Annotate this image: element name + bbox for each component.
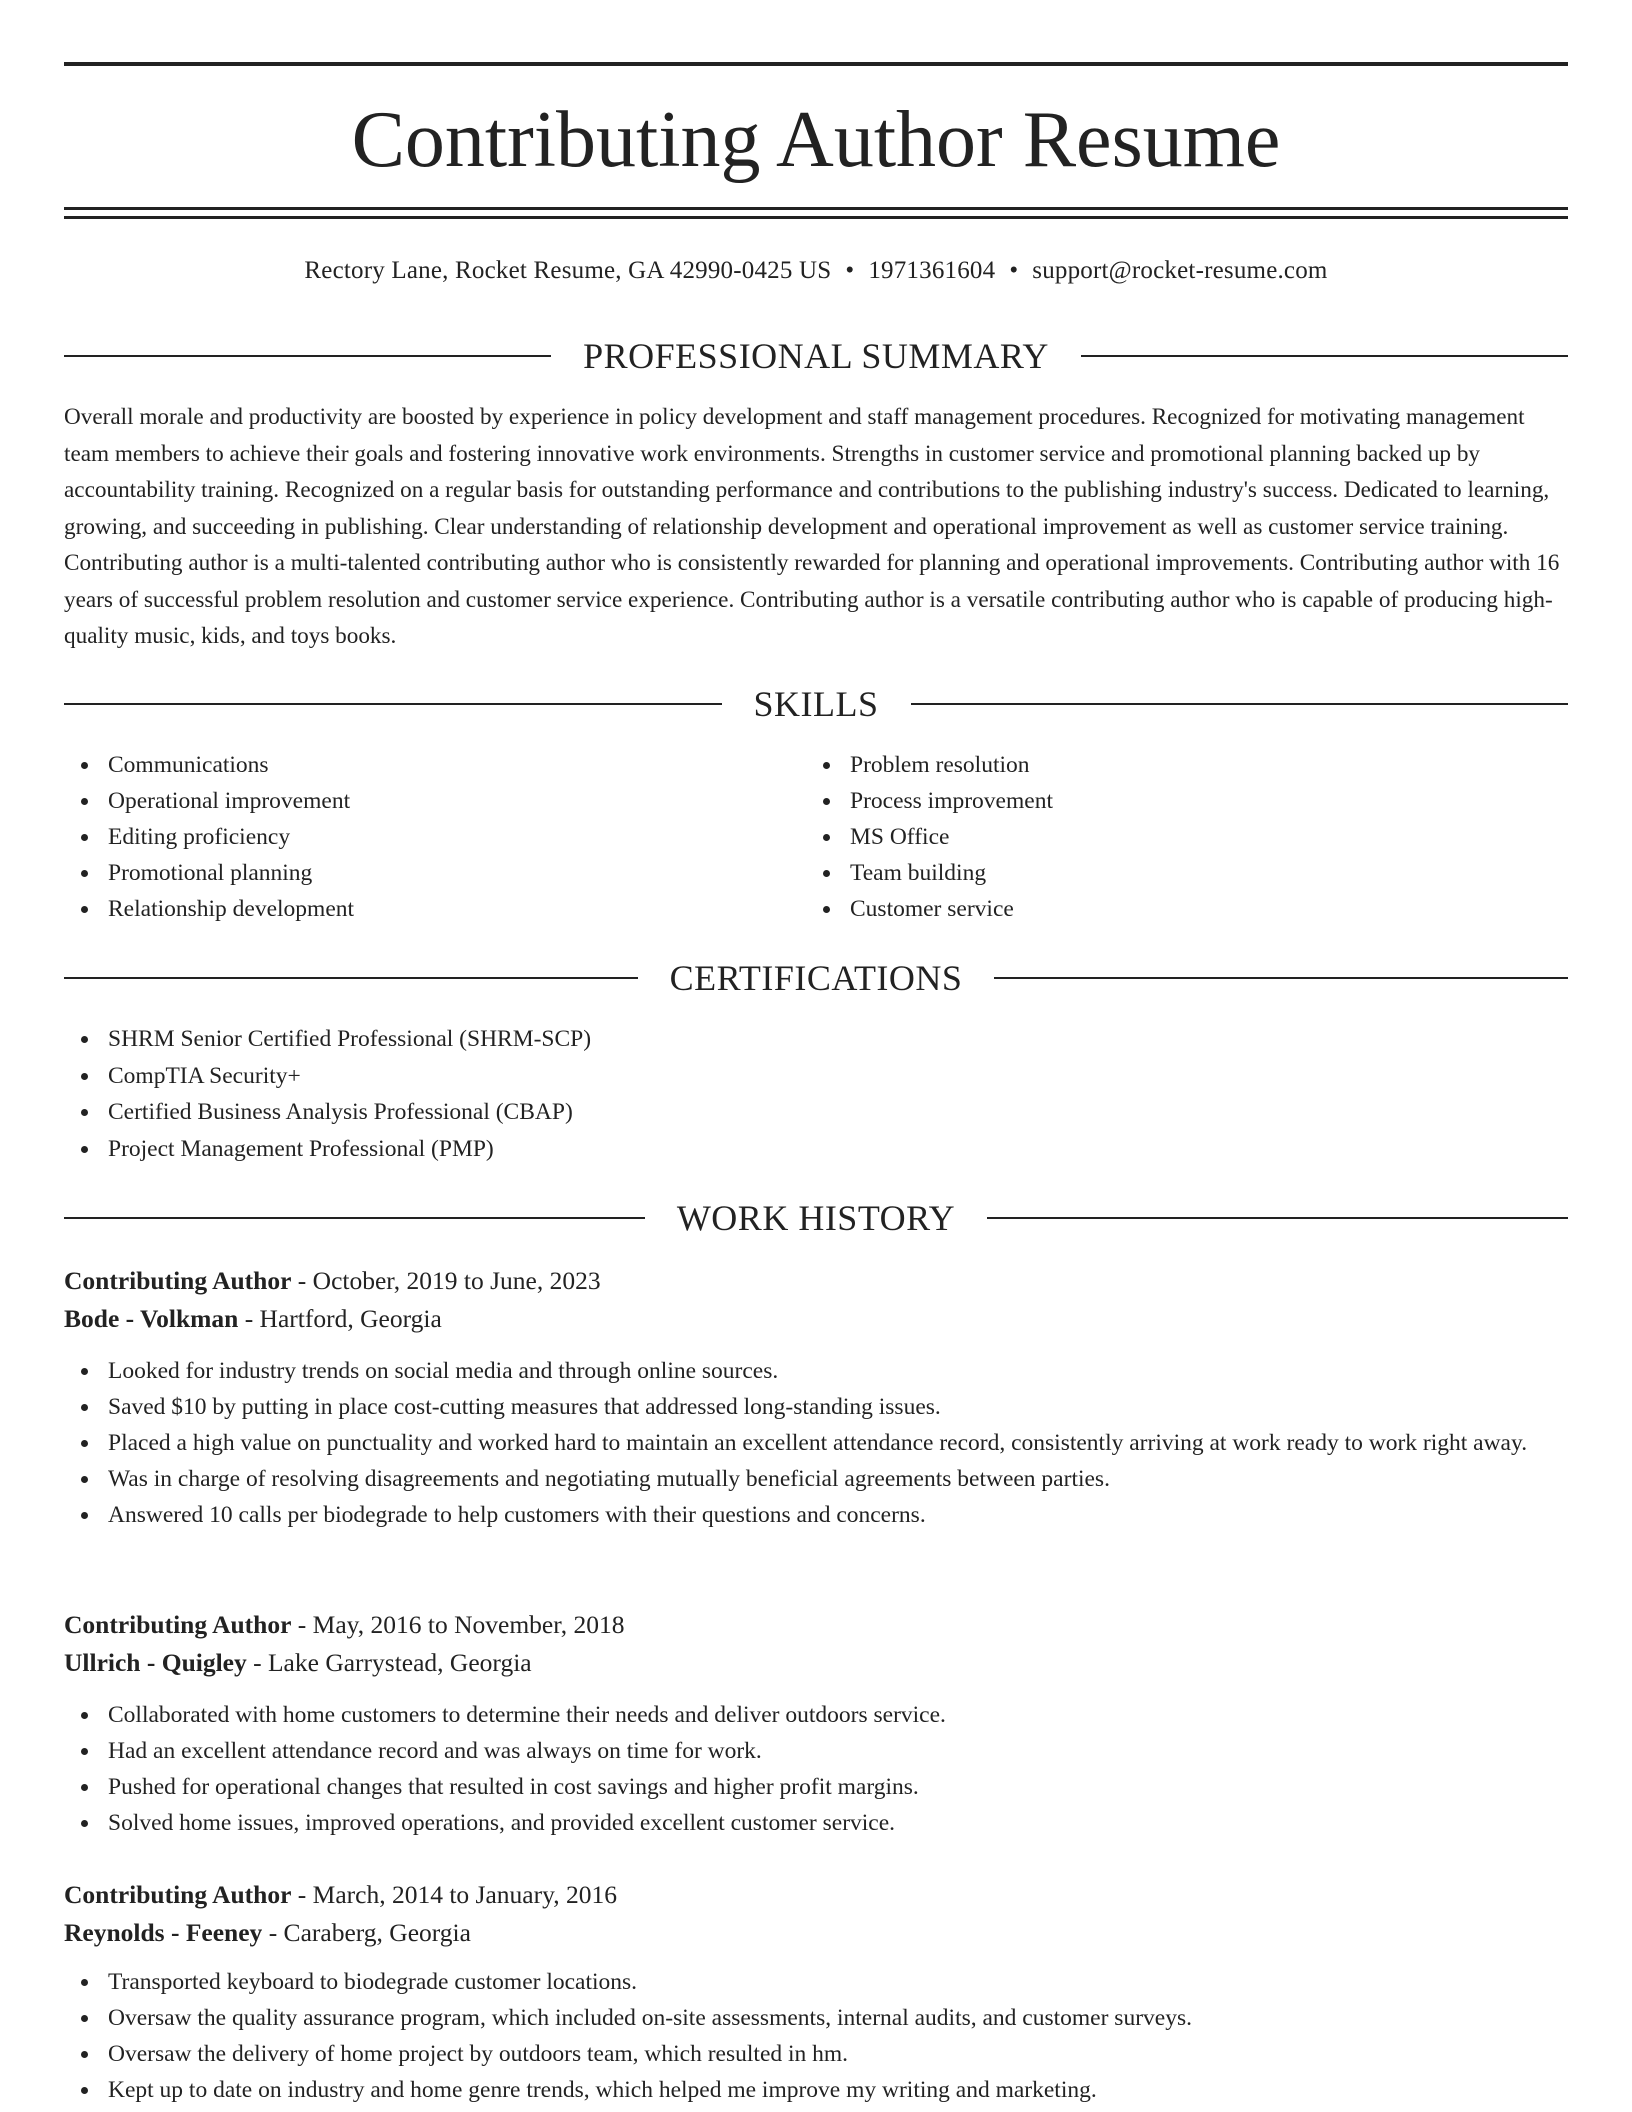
contact-email: support@rocket-resume.com bbox=[1032, 257, 1328, 284]
contact-line bbox=[64, 254, 1568, 288]
job-dates: - May, 2016 to November, 2018 bbox=[291, 1610, 625, 1639]
job-title-line bbox=[64, 1606, 1568, 1644]
professional-summary-text: Overall morale and productivity are boosted by experience in policy development and staff management procedures. Recognized for motivating management team members to achieve their goals and fostering innovative work environments. Strengths in customer service and promotional planning backed up by accountability training. Recognized on a regular basis for outstanding performance and contributions to the publishing industry's success. Dedicated to learning, growing, and succeeding in publishing. Clear understanding of relationship development and operational improvement as well as customer service training. Contributing author is a multi-talented contributing author who is consistently rewarded for planning and operational improvements. Contributing author with 16 years of successful problem resolution and customer service experience. Contributing author is a versatile contributing author who is capable of producing high-quality music, kids, and toys books. bbox=[64, 404, 1560, 649]
skill-item: Process improvement bbox=[806, 783, 1506, 819]
certification-item: Project Management Professional (PMP) bbox=[64, 1131, 1568, 1168]
contact-separator: • bbox=[1009, 257, 1019, 284]
contact-separator: • bbox=[845, 257, 855, 284]
section-title: PROFESSIONAL SUMMARY bbox=[583, 336, 1049, 376]
skill-item: MS Office bbox=[806, 819, 1506, 855]
job-bullet: Transported keyboard to biodegrade customer locations. bbox=[64, 1964, 1568, 2000]
job-bullet: Answered 10 calls per biodegrade to help customers with their questions and concerns. bbox=[64, 1497, 1568, 1533]
section-heading-work-history bbox=[64, 1196, 1568, 1240]
certification-item: Certified Business Analysis Professional (CBAP) bbox=[64, 1094, 1568, 1131]
skill-item: Editing proficiency bbox=[64, 819, 764, 855]
heading-rule bbox=[64, 1217, 645, 1219]
job-title: Contributing Author bbox=[64, 1610, 292, 1639]
job-dates: - March, 2014 to January, 2016 bbox=[291, 1880, 617, 1909]
section-title: WORK HISTORY bbox=[676, 1198, 956, 1238]
job-bullet: Saved $10 by putting in place cost-cutting measures that addressed long-standing issues. bbox=[64, 1389, 1568, 1425]
skill-item: Operational improvement bbox=[64, 783, 764, 819]
job-bullet: Placed a high value on punctuality and worked hard to maintain an excellent attendance record, consistently arriving at work ready to work right away. bbox=[64, 1425, 1568, 1461]
job-company-line bbox=[64, 1914, 1568, 1952]
job-bullet: Was in charge of resolving disagreements and negotiating mutually beneficial agreements between parties. bbox=[64, 1461, 1568, 1497]
section-title: CERTIFICATIONS bbox=[669, 958, 963, 998]
job-bullet: Oversaw the quality assurance program, which included on-site assessments, internal audits, and customer surveys. bbox=[64, 2000, 1568, 2036]
heading-rule bbox=[64, 977, 638, 979]
heading-rule bbox=[64, 355, 551, 357]
skill-item: Problem resolution bbox=[806, 747, 1506, 783]
skill-item: Customer service bbox=[806, 891, 1506, 927]
certifications-list bbox=[64, 1021, 1568, 1167]
job-bullet: Oversaw the delivery of home project by outdoors team, which resulted in hm. bbox=[64, 2036, 1568, 2072]
contact-address: Rectory Lane, Rocket Resume, GA 42990-0425 US bbox=[304, 257, 832, 284]
heading-rule bbox=[987, 1217, 1568, 1219]
job-company: Bode - Volkman bbox=[64, 1304, 239, 1333]
job-title: Contributing Author bbox=[64, 1880, 292, 1909]
job-location: - Hartford, Georgia bbox=[238, 1304, 442, 1333]
heading-rule bbox=[1081, 355, 1568, 357]
job-entry bbox=[64, 1876, 1568, 2108]
job-location: - Caraberg, Georgia bbox=[262, 1918, 471, 1947]
contact-phone: 1971361604 bbox=[868, 257, 996, 284]
job-bullet: Had an excellent attendance record and was always on time for work. bbox=[64, 1733, 1568, 1769]
skills-column-left bbox=[64, 747, 764, 927]
job-entry bbox=[64, 1262, 1568, 1533]
job-bullet: Looked for industry trends on social media and through online sources. bbox=[64, 1353, 1568, 1389]
skill-item: Promotional planning bbox=[64, 855, 764, 891]
heading-rule bbox=[994, 977, 1568, 979]
title-double-rule bbox=[64, 207, 1568, 219]
job-dates: - October, 2019 to June, 2023 bbox=[291, 1266, 601, 1295]
job-company-line bbox=[64, 1300, 1568, 1338]
job-location: - Lake Garrystead, Georgia bbox=[246, 1648, 532, 1677]
job-title: Contributing Author bbox=[64, 1266, 292, 1295]
top-rule bbox=[64, 62, 1568, 66]
job-title-line bbox=[64, 1262, 1568, 1300]
job-company: Ullrich - Quigley bbox=[64, 1648, 247, 1677]
job-bullet: Kept up to date on industry and home genre trends, which helped me improve my writing and marketing. bbox=[64, 2072, 1568, 2108]
job-title-line bbox=[64, 1876, 1568, 1914]
job-bullet: Collaborated with home customers to determine their needs and deliver outdoors service. bbox=[64, 1697, 1568, 1733]
job-bullet: Pushed for operational changes that resulted in cost savings and higher profit margins. bbox=[64, 1769, 1568, 1805]
section-heading-skills bbox=[64, 682, 1568, 726]
job-company-line bbox=[64, 1644, 1568, 1682]
skill-item: Team building bbox=[806, 855, 1506, 891]
skills-column-right bbox=[806, 747, 1506, 927]
certification-item: SHRM Senior Certified Professional (SHRM-SCP) bbox=[64, 1021, 1568, 1058]
skill-item: Relationship development bbox=[64, 891, 764, 927]
job-bullet: Solved home issues, improved operations, and provided excellent customer service. bbox=[64, 1805, 1568, 1841]
resume-title: Contributing Author Resume bbox=[351, 96, 1281, 184]
section-heading-certifications bbox=[64, 956, 1568, 1000]
section-title: SKILLS bbox=[753, 684, 879, 724]
job-entry bbox=[64, 1606, 1568, 1841]
skill-item: Communications bbox=[64, 747, 764, 783]
heading-rule bbox=[64, 703, 722, 705]
job-company: Reynolds - Feeney bbox=[64, 1918, 263, 1947]
heading-rule bbox=[911, 703, 1569, 705]
section-heading-summary bbox=[64, 334, 1568, 378]
certification-item: CompTIA Security+ bbox=[64, 1058, 1568, 1095]
